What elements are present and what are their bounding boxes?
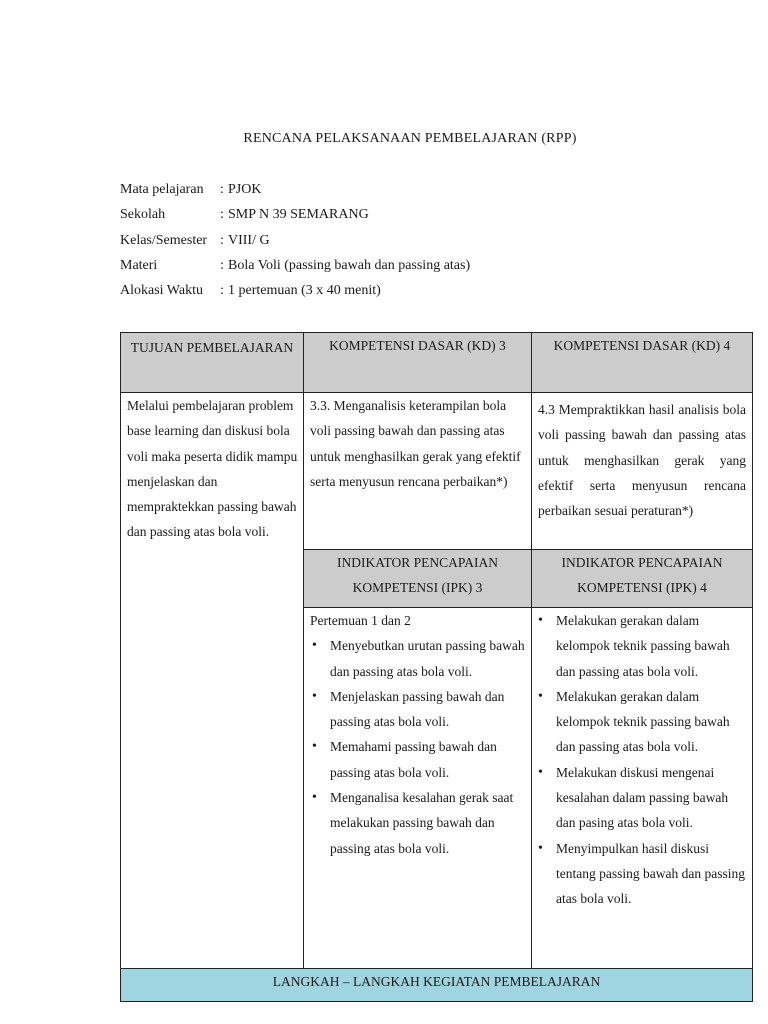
table-row-kd xyxy=(121,393,753,550)
identity-value: VIII/ G xyxy=(228,232,270,248)
kd4-text: 4.3 Mempraktikkan hasil analisis bola voli passing bawah dan passing atas untuk menghasilkan gerak yang efektif serta menyusun rencana perbaikan sesuai peraturan*) xyxy=(538,402,746,519)
list-item: • Melakukan gerakan dalam kelompok teknik passing bawah dan passing atas bola voli. xyxy=(536,684,750,760)
tujuan-text: Melalui pembelajaran problem base learning dan diskusi bola voli maka peserta didik mampu menjelaskan dan mempraktekkan passing bawah dan passing atas bola voli. xyxy=(127,398,298,540)
header-kd3: KOMPETENSI DASAR (KD) 3 xyxy=(304,333,532,393)
ipk3-list xyxy=(310,633,529,861)
identity-colon: : xyxy=(220,182,224,197)
header-ipk4: INDIKATOR PENCAPAIAN KOMPETENSI (IPK) 4 xyxy=(532,550,753,608)
identity-colon: : xyxy=(220,207,224,223)
list-item: • Menjelaskan passing bawah dan passing atas bola voli. xyxy=(310,684,529,735)
identity-label: Mata pelajaran xyxy=(120,182,204,197)
identity-block xyxy=(120,181,470,307)
ipk4-list xyxy=(536,608,750,912)
identity-value: SMP N 39 SEMARANG xyxy=(228,207,369,223)
ipk4-cell xyxy=(532,608,753,969)
identity-row-kelas-semester xyxy=(120,232,470,257)
rpp-table xyxy=(120,332,753,1002)
identity-value: 1 pertemuan (3 x 40 menit) xyxy=(228,283,381,299)
identity-colon: : xyxy=(220,232,224,248)
identity-value: PJOK xyxy=(228,182,262,197)
identity-colon: : xyxy=(220,283,224,299)
header-tujuan-pembelajaran: TUJUAN PEMBELAJARAN xyxy=(121,333,304,393)
list-item: • Memahami passing bawah dan passing atas bola voli. xyxy=(310,734,529,785)
kd3-text: 3.3. Menganalisis keterampilan bola voli passing bawah dan passing atas untuk menghasilkan gerak yang efektif serta menyusun rencana perbaikan*) xyxy=(310,398,521,489)
identity-row-mata-pelajaran xyxy=(120,181,470,206)
identity-value: Bola Voli (passing bawah dan passing atas) xyxy=(228,257,471,273)
document-title: RENCANA PELAKSANAAN PEMBELAJARAN (RPP) xyxy=(243,131,577,146)
identity-row-sekolah xyxy=(120,206,470,231)
identity-label: Alokasi Waktu xyxy=(120,283,203,299)
identity-row-alokasi-waktu xyxy=(120,282,470,307)
list-item: • Menganalisa kesalahan gerak saat melakukan passing bawah dan passing atas bola voli. xyxy=(310,785,529,861)
list-item: • Melakukan diskusi mengenai kesalahan dalam passing bawah dan pasing atas bola voli. xyxy=(536,760,750,836)
tujuan-cell xyxy=(121,393,304,969)
table-header-row xyxy=(121,333,753,393)
identity-label: Materi xyxy=(120,257,158,273)
identity-colon: : xyxy=(220,257,224,273)
list-item: • Melakukan gerakan dalam kelompok teknik passing bawah dan passing atas bola voli. xyxy=(536,608,750,684)
kd3-cell xyxy=(304,393,532,550)
header-kd4: KOMPETENSI DASAR (KD) 4 xyxy=(532,333,753,393)
table-row-langkah xyxy=(121,969,753,1002)
list-item: • Menyimpulkan hasil diskusi tentang passing bawah dan passing atas bola voli. xyxy=(536,836,750,912)
kd4-cell xyxy=(532,393,753,550)
ipk3-intro: Pertemuan 1 dan 2 xyxy=(310,613,411,628)
identity-row-materi xyxy=(120,257,470,282)
langkah-header: LANGKAH – LANGKAH KEGIATAN PEMBELAJARAN xyxy=(121,969,753,1002)
identity-label: Sekolah xyxy=(120,207,166,223)
ipk3-cell xyxy=(304,608,532,969)
list-item: • Menyebutkan urutan passing bawah dan passing atas bola voli. xyxy=(310,633,529,684)
header-ipk3: INDIKATOR PENCAPAIAN KOMPETENSI (IPK) 3 xyxy=(304,550,532,608)
identity-label: Kelas/Semester xyxy=(120,232,208,248)
